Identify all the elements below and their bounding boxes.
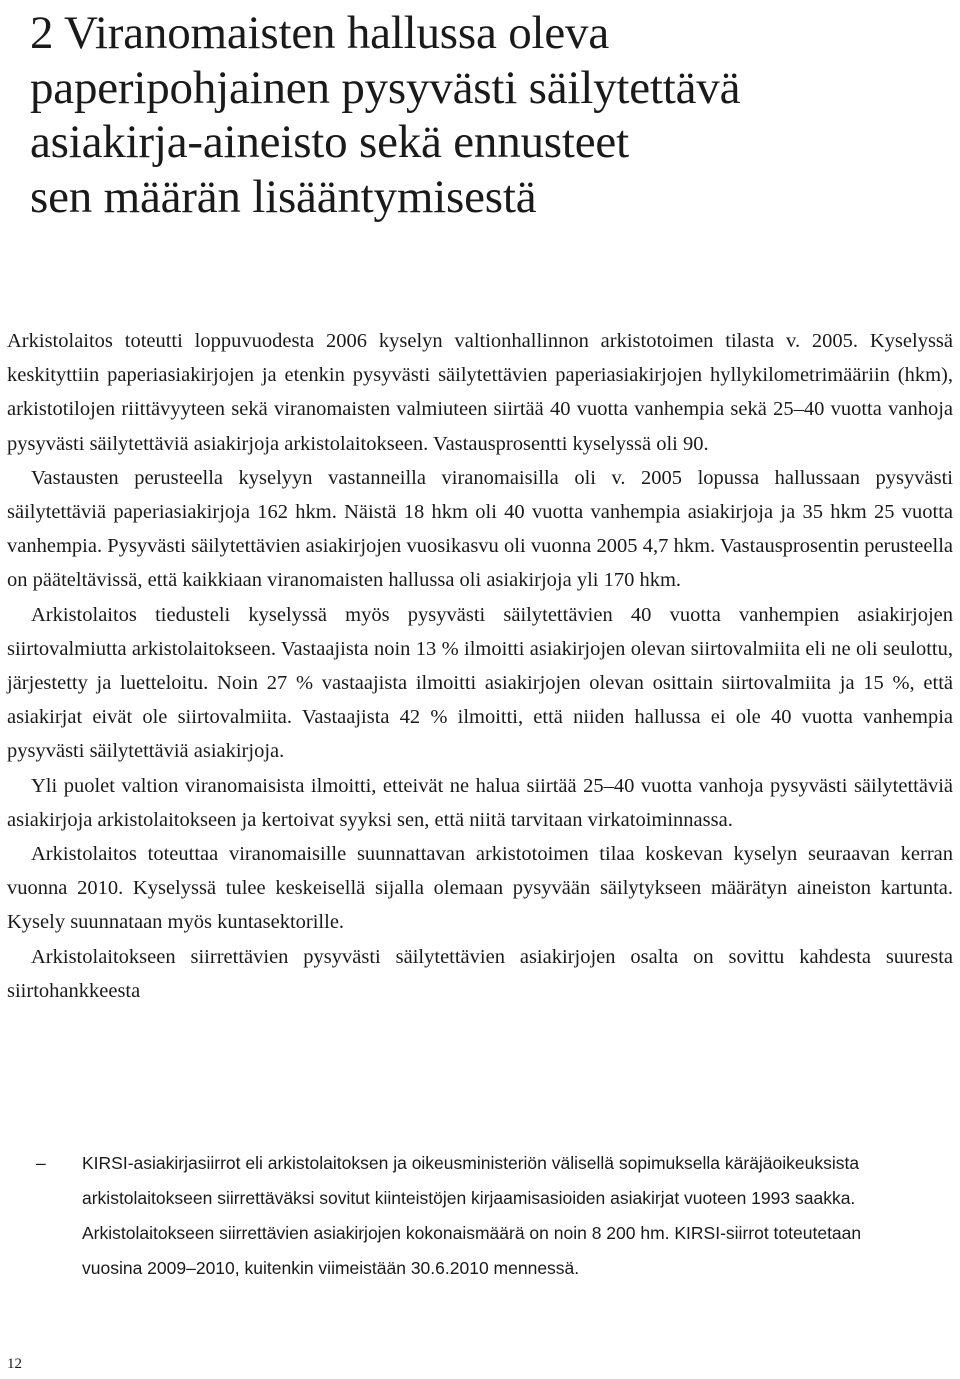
- chapter-heading: [30, 6, 930, 224]
- paragraph: Arkistolaitokseen siirrettävien pysyvästi säilytettävien asiakirjojen osalta on sovittu kahdesta suuresta siirtohankkeesta: [7, 945, 953, 1002]
- heading-line: paperipohjainen pysyvästi säilytettävä: [30, 61, 741, 114]
- list-item-text: KIRSI-asiakirjasiirrot eli arkistolaitoksen ja oikeusministeriön välisellä sopimuksella käräjäoikeuksista arkistolaitokseen siirrettäväksi sovitut kiinteistöjen kirjaamisasioiden asiakirjat vuoteen 1993 saakka. Arkistolaitokseen siirrettävien asiakirjojen kokonaismäärä on noin 8 200 hm. KIRSI-siirrot toteutetaan vuosina 2009–2010, kuitenkin viimeistään 30.6.2010 mennessä.: [82, 1153, 862, 1278]
- paragraph: Arkistolaitos tiedusteli kyselyssä myös pysyvästi säilytettävien 40 vuotta vanhempien asiakirjojen siirtovalmiutta arkistolaitokseen. Vastaajista noin 13 % ilmoitti asiakirjojen olevan siirtovalmiita eli ne oli seulottu, järjestetty ja luetteloitu. Noin 27 % vastaajista ilmoitti asiakirjojen olevan osittain siirtovalmiita ja 15 %, että asiakirjat eivät ole siirtovalmiita. Vastaajista 42 % ilmoitti, että niiden hallussa ei ole 40 vuotta vanhempia pysyvästi säilytettäviä asiakirjoja.: [7, 603, 953, 763]
- paragraph: Arkistolaitos toteutti loppuvuodesta 2006 kyselyn valtionhallinnon arkistotoimen tilasta v. 2005. Kyselyssä keskityttiin paperiasiakirjojen ja etenkin pysyvästi säilytettävien paperiasiakirjojen hyllykilometrimääriin (hkm), arkistotilojen riittävyyteen sekä viranomaisten valmiuteen siirtää 40 vuotta vanhempia sekä 25–40 vuotta vanhoja pysyvästi säilytettäviä asiakirjoja arkistolaitokseen. Vastausprosentti kyselyssä oli 90.: [7, 330, 953, 455]
- heading-line: sen määrän lisääntymisestä: [30, 170, 537, 223]
- paragraph: Arkistolaitos toteuttaa viranomaisille suunnattavan arkistotoimen tilaa koskevan kyselyn seuraavan kerran vuonna 2010. Kyselyssä tulee keskeisellä sijalla olemaan pysyvään säilytykseen määrätyn aineiston kartunta. Kysely suunnataan myös kuntasektorille.: [7, 843, 953, 934]
- page-number: 12: [7, 1356, 22, 1372]
- heading-line: asiakirja-aineisto sekä ennusteet: [30, 116, 629, 168]
- list-item: [36, 1146, 916, 1286]
- bullet-list: [36, 1146, 916, 1286]
- paragraph: Vastausten perusteella kyselyyn vastanneilla viranomaisilla oli v. 2005 lopussa hallussaan pysyvästi säilytettäviä paperiasiakirjoja 162 hkm. Näistä 18 hkm oli 40 vuotta vanhempia asiakirjoja ja 35 hkm 25 vuotta vanhempia. Pysyvästi säilytettävien asiakirjojen vuosikasvu oli vuonna 2005 4,7 hkm. Vastausprosentin perusteella on pääteltävissä, että kaikkiaan viranomaisten hallussa oli asiakirjoja yli 170 hkm.: [7, 466, 953, 592]
- heading-line: 2 Viranomaisten hallussa oleva: [30, 7, 609, 59]
- dash-marker: –: [36, 1153, 46, 1173]
- body-text: [7, 324, 953, 1008]
- paragraph: Yli puolet valtion viranomaisista ilmoitti, etteivät ne halua siirtää 25–40 vuotta vanhoja pysyvästi säilytettäviä asiakirjoja arkistolaitokseen ja kertoivat syyksi sen, että niitä tarvitaan virkatoiminnassa.: [7, 774, 953, 831]
